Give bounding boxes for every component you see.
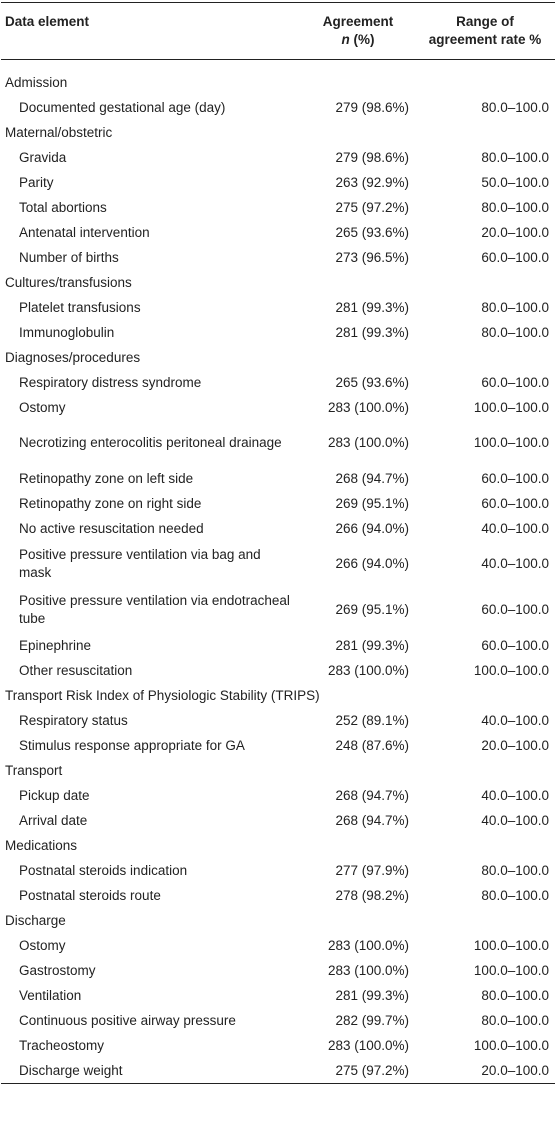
row-range: 20.0–100.0	[419, 1058, 555, 1084]
table-header	[1, 3, 555, 60]
row-agreement: 281 (99.3%)	[335, 637, 409, 653]
row-agreement: 283 (100.0%)	[327, 962, 409, 978]
table-row	[1, 858, 555, 883]
section-title: Medications	[5, 837, 78, 853]
table-row	[1, 783, 555, 808]
row-label: Ostomy	[19, 937, 66, 953]
table-row	[1, 658, 555, 683]
row-range: 40.0–100.0	[481, 787, 549, 803]
section-row	[1, 270, 555, 295]
row-label: Number of births	[19, 249, 119, 265]
table-row	[1, 420, 555, 466]
table-row	[1, 491, 555, 516]
row-agreement: 275 (97.2%)	[301, 1058, 419, 1084]
row-label: Platelet transfusions	[19, 299, 141, 315]
agreement-table	[1, 2, 555, 1084]
section-title: Admission	[5, 74, 68, 90]
row-range: 80.0–100.0	[481, 149, 549, 165]
row-range: 80.0–100.0	[481, 1012, 549, 1028]
row-label: Gastrostomy	[19, 962, 96, 978]
row-agreement: 269 (95.1%)	[335, 495, 409, 511]
table-row	[1, 808, 555, 833]
row-range: 80.0–100.0	[481, 987, 549, 1003]
table-row	[1, 541, 555, 587]
row-label: Respiratory distress syndrome	[19, 374, 202, 390]
row-range: 60.0–100.0	[481, 374, 549, 390]
section-title: Maternal/obstetric	[5, 124, 113, 140]
row-label: Parity	[19, 174, 54, 190]
header-agreement-pct: (%)	[349, 32, 375, 47]
header-agreement-n: n	[341, 32, 350, 47]
row-agreement: 279 (98.6%)	[335, 99, 409, 115]
row-range: 100.0–100.0	[473, 435, 549, 450]
table-row	[1, 883, 555, 908]
row-range: 50.0–100.0	[481, 174, 549, 190]
row-range: 60.0–100.0	[481, 495, 549, 511]
row-range: 100.0–100.0	[473, 662, 549, 678]
section-row	[1, 345, 555, 370]
table-row	[1, 1033, 555, 1058]
section-row	[1, 758, 555, 783]
row-range: 80.0–100.0	[481, 99, 549, 115]
row-agreement: 279 (98.6%)	[335, 149, 409, 165]
row-agreement: 281 (99.3%)	[335, 299, 409, 315]
section-row	[1, 120, 555, 145]
row-range: 40.0–100.0	[481, 812, 549, 828]
section-title: Transport Risk Index of Physiologic Stability (TRIPS)	[5, 687, 320, 703]
table-row	[1, 733, 555, 758]
row-label: Continuous positive airway pressure	[19, 1012, 236, 1028]
row-range: 60.0–100.0	[481, 637, 549, 653]
row-label: Other resuscitation	[19, 662, 133, 678]
table-body	[1, 60, 555, 1084]
row-label: Arrival date	[19, 812, 88, 828]
table-row	[1, 195, 555, 220]
row-range: 60.0–100.0	[481, 249, 549, 265]
row-agreement: 268 (94.7%)	[335, 787, 409, 803]
row-range: 100.0–100.0	[473, 1037, 549, 1053]
row-label: No active resuscitation needed	[19, 520, 204, 536]
row-range: 80.0–100.0	[481, 299, 549, 315]
row-range: 100.0–100.0	[473, 937, 549, 953]
table-row	[1, 370, 555, 395]
header-agreement-label: Agreement	[322, 14, 394, 29]
row-label: Total abortions	[19, 199, 107, 215]
row-agreement: 275 (97.2%)	[335, 199, 409, 215]
row-range: 40.0–100.0	[481, 520, 549, 536]
row-label: Epinephrine	[19, 637, 92, 653]
table-row	[1, 516, 555, 541]
row-range: 80.0–100.0	[481, 199, 549, 215]
row-label: Ventilation	[19, 987, 82, 1003]
table-row	[1, 145, 555, 170]
row-range: 80.0–100.0	[481, 862, 549, 878]
row-agreement: 273 (96.5%)	[335, 249, 409, 265]
row-agreement: 265 (93.6%)	[335, 224, 409, 240]
table-row	[1, 395, 555, 420]
row-agreement: 282 (99.7%)	[335, 1012, 409, 1028]
row-label: Tracheostomy	[19, 1037, 105, 1053]
table-row	[1, 933, 555, 958]
table-row	[1, 983, 555, 1008]
table-row	[1, 220, 555, 245]
row-range: 100.0–100.0	[473, 399, 549, 415]
row-agreement: 283 (100.0%)	[327, 1037, 409, 1053]
table-row	[1, 1008, 555, 1033]
header-range: Range of agreement rate %	[419, 3, 555, 60]
row-agreement: 283 (100.0%)	[327, 435, 409, 450]
spacer-cell	[1, 60, 555, 71]
row-label: Respiratory status	[19, 712, 128, 728]
row-range: 80.0–100.0	[481, 887, 549, 903]
section-title: Diagnoses/procedures	[5, 349, 141, 365]
section-title: Discharge	[5, 912, 66, 928]
row-agreement: 252 (89.1%)	[335, 712, 409, 728]
row-label: Gravida	[19, 149, 67, 165]
row-agreement: 265 (93.6%)	[335, 374, 409, 390]
table-row	[1, 466, 555, 491]
row-agreement: 266 (94.0%)	[335, 556, 409, 571]
row-label: Postnatal steroids route	[19, 887, 161, 903]
row-label: Documented gestational age (day)	[19, 99, 226, 115]
row-label: Immunoglobulin	[19, 324, 115, 340]
row-label: Stimulus response appropriate for GA	[19, 737, 245, 753]
row-agreement: 283 (100.0%)	[327, 937, 409, 953]
row-range: 80.0–100.0	[481, 324, 549, 340]
row-range: 60.0–100.0	[481, 602, 549, 617]
row-range: 40.0–100.0	[481, 712, 549, 728]
header-data-element: Data element	[1, 3, 301, 60]
row-range: 20.0–100.0	[481, 737, 549, 753]
row-range: 100.0–100.0	[473, 962, 549, 978]
section-title: Transport	[5, 762, 63, 778]
row-label: Antenatal intervention	[19, 224, 150, 240]
row-label: Positive pressure ventilation via bag and mask	[19, 547, 261, 580]
table-row	[1, 1058, 555, 1084]
row-agreement: 269 (95.1%)	[335, 602, 409, 617]
table-row	[1, 958, 555, 983]
row-range: 20.0–100.0	[481, 224, 549, 240]
header-agreement	[301, 3, 419, 60]
row-agreement: 263 (92.9%)	[335, 174, 409, 190]
row-range: 60.0–100.0	[481, 470, 549, 486]
table-row	[1, 633, 555, 658]
row-label: Postnatal steroids indication	[19, 862, 188, 878]
table-row	[1, 320, 555, 345]
table-row	[1, 708, 555, 733]
row-range: 40.0–100.0	[481, 556, 549, 571]
row-agreement: 283 (100.0%)	[327, 662, 409, 678]
section-row	[1, 70, 555, 95]
row-label: Retinopathy zone on left side	[19, 470, 194, 486]
row-label: Positive pressure ventilation via endotracheal tube	[19, 593, 290, 626]
table-row	[1, 170, 555, 195]
row-label: Necrotizing enterocolitis peritoneal drainage	[19, 435, 282, 450]
row-agreement: 268 (94.7%)	[335, 812, 409, 828]
row-agreement: 283 (100.0%)	[327, 399, 409, 415]
table-row	[1, 587, 555, 633]
row-label: Discharge weight	[1, 1058, 301, 1084]
section-row	[1, 833, 555, 858]
row-agreement: 266 (94.0%)	[335, 520, 409, 536]
header-spacer	[1, 60, 555, 71]
row-label: Ostomy	[19, 399, 66, 415]
row-label: Pickup date	[19, 787, 90, 803]
row-agreement: 277 (97.9%)	[335, 862, 409, 878]
section-row	[1, 683, 555, 708]
row-agreement: 281 (99.3%)	[335, 324, 409, 340]
table-row	[1, 95, 555, 120]
row-agreement: 278 (98.2%)	[335, 887, 409, 903]
section-title: Cultures/transfusions	[5, 274, 132, 290]
row-agreement: 248 (87.6%)	[335, 737, 409, 753]
row-agreement: 281 (99.3%)	[335, 987, 409, 1003]
section-row	[1, 908, 555, 933]
row-agreement: 268 (94.7%)	[335, 470, 409, 486]
table-row	[1, 295, 555, 320]
row-label: Retinopathy zone on right side	[19, 495, 202, 511]
table-row	[1, 245, 555, 270]
